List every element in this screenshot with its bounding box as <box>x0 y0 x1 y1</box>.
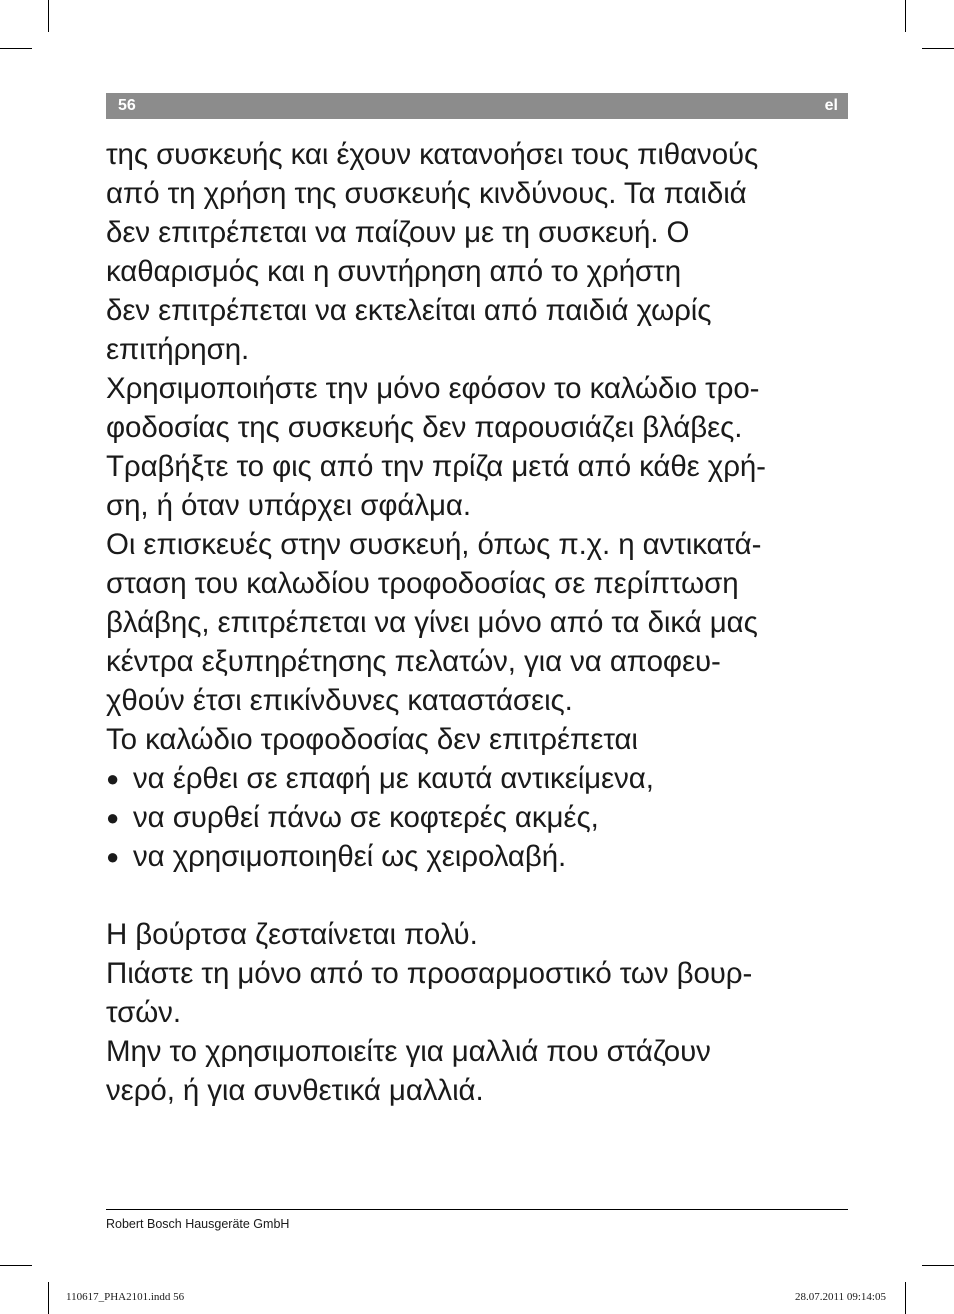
text-line: επιτήρηση. <box>106 333 250 366</box>
crop-mark <box>922 1265 954 1266</box>
paragraph-gap <box>106 876 866 915</box>
bullet-item: ● να συρθεί πάνω σε κοφτερές ακμές, <box>106 798 866 837</box>
text-line: δεν επιτρέπεται να παίζουν με τη συσκευή. Ο <box>106 216 690 249</box>
text-line: Τραβήξτε το φις από την πρίζα μετά από κάθε χρή- <box>106 450 766 483</box>
text-line: Οι επισκευές στην συσκευή, όπως π.χ. η αντικατά- <box>106 528 762 561</box>
text-line: Μην το χρησιμοποιείτε για μαλλιά που στάζουν <box>106 1035 711 1068</box>
text-line: Η βούρτσα ζεσταίνεται πολύ. <box>106 918 478 951</box>
text-line: τσών. <box>106 996 181 1029</box>
text-line: χθούν έτσι επικίνδυνες καταστάσεις. <box>106 684 573 717</box>
text-line: δεν επιτρέπεται να εκτελείται από παιδιά χωρίς <box>106 294 712 327</box>
crop-mark <box>48 0 49 32</box>
language-code: el <box>824 97 838 114</box>
crop-mark <box>0 1265 32 1266</box>
crop-mark <box>905 0 906 32</box>
footer-divider <box>106 1209 848 1210</box>
text-line: φοδοσίας της συσκευής δεν παρουσιάζει βλάβες. <box>106 411 743 444</box>
text-line: από τη χρήση της συσκευής κινδύνους. Τα παιδιά <box>106 177 747 210</box>
crop-mark <box>48 1282 49 1314</box>
text-line: σταση του καλωδίου τροφοδοσίας σε περίπτωση <box>106 567 739 600</box>
text-line: Χρησιμοποιήστε την μόνο εφόσον το καλώδιο τρο- <box>106 372 760 405</box>
text-line: καθαρισμός και η συντήρηση από το χρήστη <box>106 255 681 288</box>
text-line: Πιάστε τη μόνο από το προσαρμοστικό των βουρ- <box>106 957 753 990</box>
crop-mark <box>922 48 954 49</box>
print-slug-timestamp: 28.07.2011 09:14:05 <box>795 1291 886 1303</box>
text-line: ση, ή όταν υπάρχει σφάλμα. <box>106 489 471 522</box>
text-line: κέντρα εξυπηρέτησης πελατών, για να αποφευ- <box>106 645 721 678</box>
page-number: 56 <box>118 97 136 114</box>
text-line: νερό, ή για συνθετικά μαλλιά. <box>106 1074 484 1107</box>
print-slug-file: 110617_PHA2101.indd 56 <box>66 1291 185 1303</box>
page-header-bar <box>106 93 848 119</box>
crop-mark <box>0 48 32 49</box>
bullet-item: ● να χρησιμοποιηθεί ως χειρολαβή. <box>106 837 866 876</box>
text-line: της συσκευής και έχουν κατανοήσει τους πιθανούς <box>106 138 759 171</box>
body-text <box>106 135 866 1110</box>
text-line: βλάβης, επιτρέπεται να γίνει μόνο από τα δικά μας <box>106 606 758 639</box>
text-line: Το καλώδιο τροφοδοσίας δεν επιτρέπεται <box>106 723 638 756</box>
footer-company: Robert Bosch Hausgeräte GmbH <box>106 1217 290 1231</box>
bullet-item: ● να έρθει σε επαφή με καυτά αντικείμενα, <box>106 759 866 798</box>
crop-mark <box>905 1282 906 1314</box>
